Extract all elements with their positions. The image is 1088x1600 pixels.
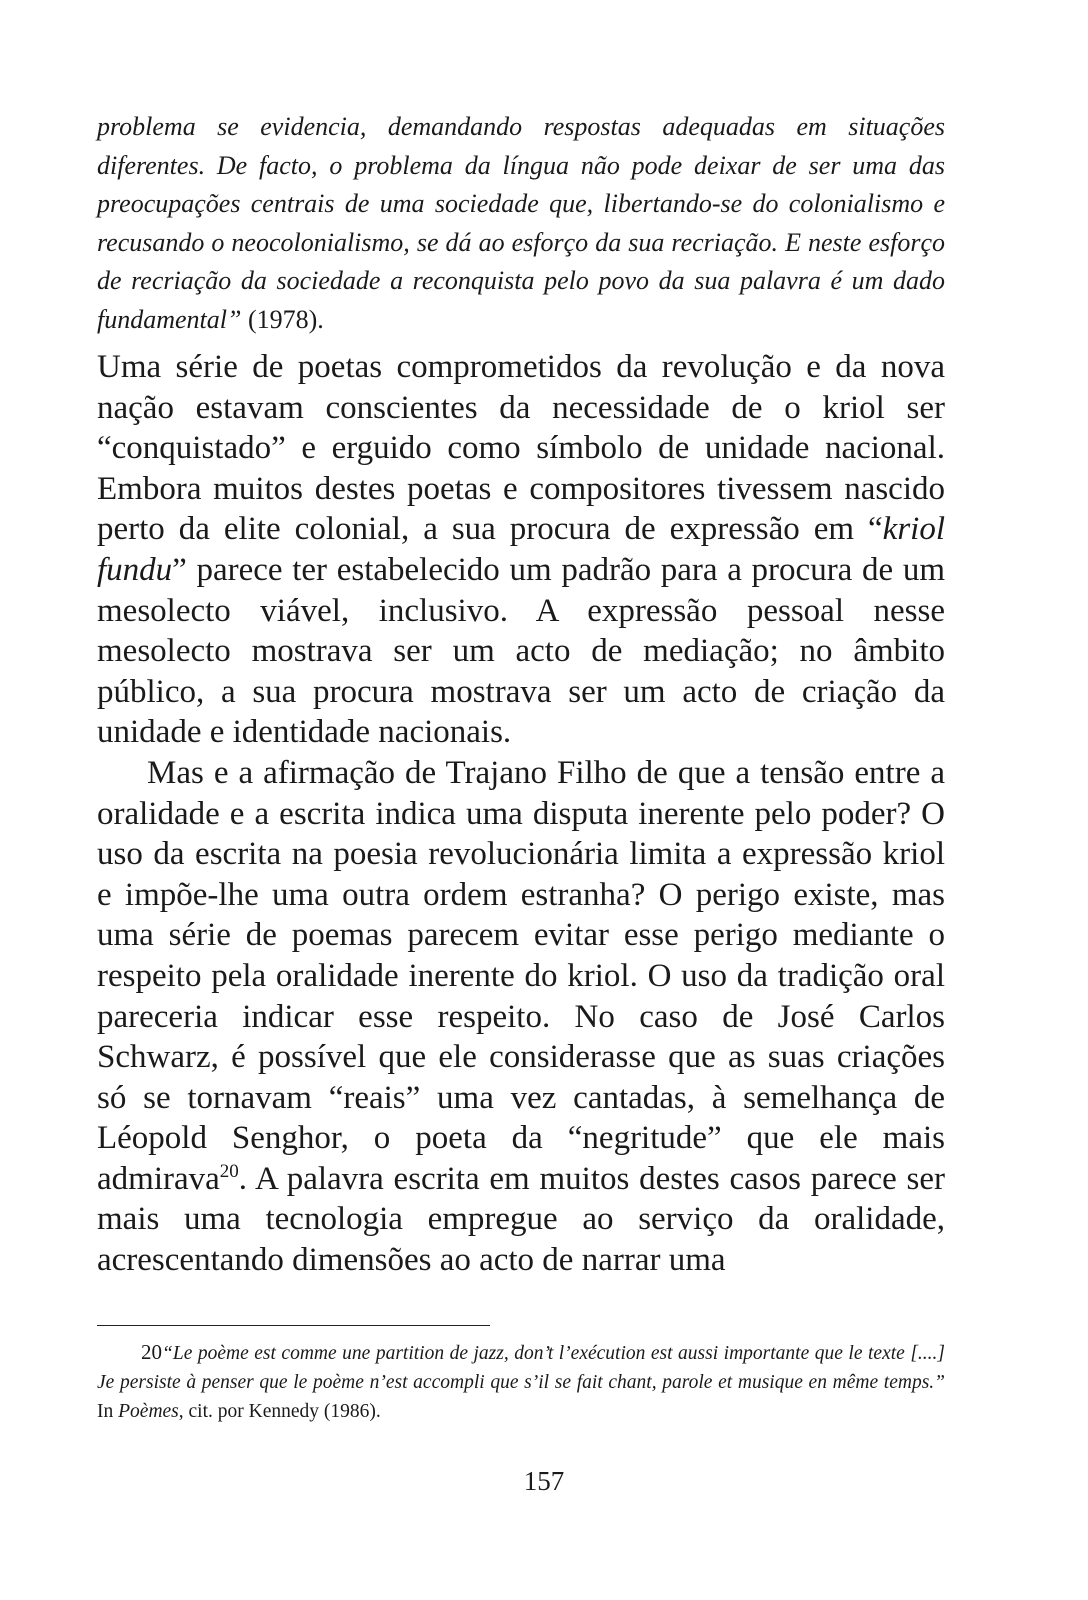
paragraph-1 (97, 347, 945, 753)
footnote-divider (97, 1325, 490, 1326)
quote-block (97, 108, 945, 339)
paragraph-2-text-a: Mas e a afirmação de Trajano Filho de que a tensão entre a oralidade e a escrita indica uma disputa inerente pelo poder? O uso da escrita na poesia revolucionária limita a expressão kriol e impõe-lhe uma outra ordem estranha? O perigo existe, mas uma série de poemas parecem evitar esse perigo mediante o respeito pela oralidade inerente do kriol. O uso da tradição oral pareceria indicar esse respeito. No caso de José Carlos Schwarz, é possível que ele considerasse que as suas criações só se tornavam “reais” uma vez cantadas, à semelhança de Léopold Senghor, o poeta da “negritude” que ele mais admirava (97, 754, 945, 1197)
footnote-number: 20 (141, 1340, 162, 1364)
paragraph-1-text-b: ” parece ter estabelecido um padrão para a procura de um mesolecto viável, inclusivo. A expressão pessoal nesse mesolecto mostrava ser um acto de mediação; no âmbito público, a sua procura mostrava ser um acto de criação da unidade e identidade nacionais. (97, 551, 945, 751)
footnote-text: “Le poème est comme une partition de jazz, don’t l’exécution est aussi importante que le texte [....] Je persiste à penser que le poème n’est accompli que s’il se fait chant, parole et musique en même temps.” (97, 1343, 945, 1393)
paragraph-1-text-a: Uma série de poetas comprometidos da revolução e da nova nação estavam conscientes da necessidade de o kriol ser “conquistado” e erguido como símbolo de unidade nacional. Embora muitos destes poetas e compositores tivessem nascido perto da elite colonial, a sua procura de expressão em “ (97, 349, 945, 548)
footnote (97, 1338, 945, 1426)
footnote-source-suffix: , cit. por Kennedy (1986). (178, 1401, 381, 1422)
page-number: 157 (523, 1466, 565, 1496)
footnote-source-prefix: In (97, 1401, 119, 1422)
kriol-fundu-term: kriol fundu (97, 511, 945, 588)
quote-year: (1978). (241, 304, 324, 334)
quote-text: problema se evidencia, demandando respostas adequadas em situações diferentes. De facto, o problema da língua não pode deixar de ser uma das preocupações centrais de uma sociedade que, libertando-se do colonialismo e recusando o neocolonialismo, se dá ao esforço da sua recriação. E neste esforço de recriação da sociedade a reconquista pelo povo da sua palavra é um dado fundamental” (97, 112, 945, 334)
paragraph-2-text-b: . A palavra escrita em muitos destes casos parece ser mais uma tecnologia empregue ao serviço da oralidade, acrescentando dimensões ao acto de narrar uma (97, 1160, 945, 1279)
page-body (97, 108, 945, 1281)
paragraph-2 (97, 753, 945, 1281)
footnote-reference[interactable]: 20 (219, 1160, 239, 1182)
footnote-source-title: Poèmes (118, 1401, 179, 1422)
